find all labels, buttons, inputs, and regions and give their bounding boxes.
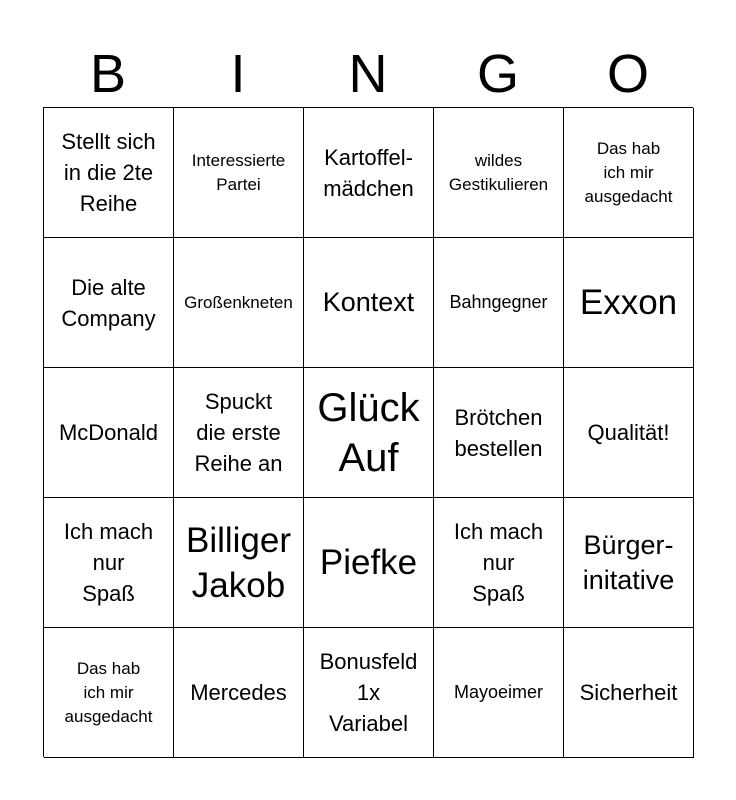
bingo-cell-r3-c4[interactable]: Brötchen bestellen <box>434 368 564 498</box>
bingo-cell-r5-c3[interactable]: Bonusfeld 1x Variabel <box>304 628 434 758</box>
bingo-cell-r5-c4[interactable]: Mayoeimer <box>434 628 564 758</box>
bingo-cell-r1-c1[interactable]: Stellt sich in die 2te Reihe <box>44 108 174 238</box>
bingo-cell-r5-c1[interactable]: Das hab ich mir ausgedacht <box>44 628 174 758</box>
bingo-cell-r1-c5[interactable]: Das hab ich mir ausgedacht <box>564 108 694 238</box>
bingo-cell-r3-c3[interactable]: Glück Auf <box>304 368 434 498</box>
bingo-cell-r2-c3[interactable]: Kontext <box>304 238 434 368</box>
bingo-cell-r2-c2[interactable]: Großenkneten <box>174 238 304 368</box>
bingo-cell-r2-c4[interactable]: Bahngegner <box>434 238 564 368</box>
header-letter-o: O <box>606 44 649 104</box>
bingo-cell-r3-c2[interactable]: Spuckt die erste Reihe an <box>174 368 304 498</box>
header-letter-b: B <box>89 44 127 104</box>
header-letter-i: I <box>230 44 246 104</box>
bingo-cell-r5-c2[interactable]: Mercedes <box>174 628 304 758</box>
bingo-cell-r3-c5[interactable]: Qualität! <box>564 368 694 498</box>
header-letter-g: G <box>476 44 519 104</box>
header-letter-n: N <box>348 44 388 104</box>
bingo-cell-r1-c2[interactable]: Interessierte Partei <box>174 108 304 238</box>
bingo-cell-r4-c3[interactable]: Piefke <box>304 498 434 628</box>
bingo-cell-r4-c4[interactable]: Ich mach nur Spaß <box>434 498 564 628</box>
bingo-cell-r2-c5[interactable]: Exxon <box>564 238 694 368</box>
bingo-cell-r4-c1[interactable]: Ich mach nur Spaß <box>44 498 174 628</box>
bingo-cell-r4-c2[interactable]: Billiger Jakob <box>174 498 304 628</box>
bingo-cell-r1-c4[interactable]: wildes Gestikulieren <box>434 108 564 238</box>
bingo-header <box>43 40 693 108</box>
bingo-cell-r3-c1[interactable]: McDonald <box>44 368 174 498</box>
bingo-cell-r5-c5[interactable]: Sicherheit <box>564 628 694 758</box>
bingo-cell-r4-c5[interactable]: Bürger- initative <box>564 498 694 628</box>
bingo-cell-r1-c3[interactable]: Kartoffel- mädchen <box>304 108 434 238</box>
bingo-cell-r2-c1[interactable]: Die alte Company <box>44 238 174 368</box>
bingo-grid <box>43 107 693 757</box>
